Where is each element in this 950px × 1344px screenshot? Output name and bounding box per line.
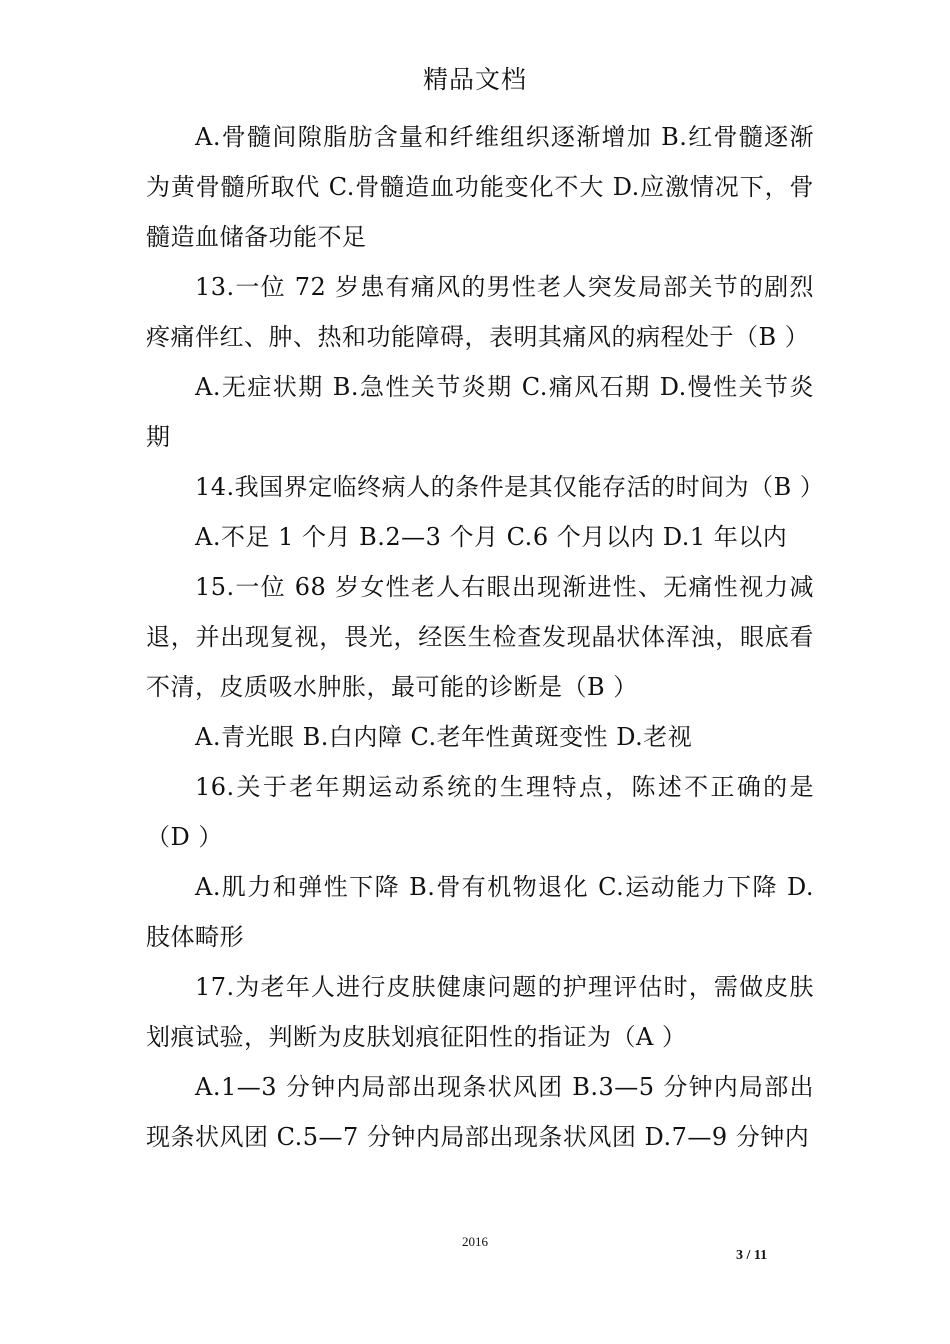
question-16: 16.关于老年期运动系统的生理特点，陈述不正确的是（D ） [146,773,814,851]
document-body [146,112,825,1162]
answer-options-12: A.骨髓间隙脂肪含量和纤维组织逐渐增加 B.红骨髓逐渐为黄骨髓所取代 C.骨髓造血功能变化不大 D.应激情况下，骨髓造血储备功能不足 [146,123,814,251]
answer-options-16: A.肌力和弹性下降 B.骨有机物退化 C.运动能力下降 D.肢体畸形 [146,873,814,951]
question-15: 15.一位 68 岁女性老人右眼出现渐进性、无痛性视力减退，并出现复视，畏光，经医生检查发现晶状体浑浊，眼底看不清，皮质吸水肿胀，最可能的诊断是（B ） [146,573,814,701]
question-13: 13.一位 72 岁患有痛风的男性老人突发局部关节的剧烈疼痛伴红、肿、热和功能障碍，表明其痛风的病程处于（B ） [146,273,814,351]
answer-options-17: A.1—3 分钟内局部出现条状风团 B.3—5 分钟内局部出现条状风团 C.5—7 分钟内局部出现条状风团 D.7—9 分钟内 [146,1073,814,1151]
question-17: 17.为老年人进行皮肤健康问题的护理评估时，需做皮肤划痕试验，判断为皮肤划痕征阳性的指证为（A ） [146,973,814,1051]
answer-options-13: A.无症状期 B.急性关节炎期 C.痛风石期 D.慢性关节炎期 [146,373,814,451]
footer-year: 2016 [462,1234,488,1249]
question-14: 14.我国界定临终病人的条件是其仅能存活的时间为（B ） [195,473,825,501]
page-number: 3 / 11 [736,1248,768,1263]
answer-options-15: A.青光眼 B.白内障 C.老年性黄斑变性 D.老视 [195,723,693,751]
answer-options-14: A.不足 1 个月 B.2—3 个月 C.6 个月以内 D.1 年以内 [195,523,788,551]
page-header-title: 精品文档 [422,65,527,94]
